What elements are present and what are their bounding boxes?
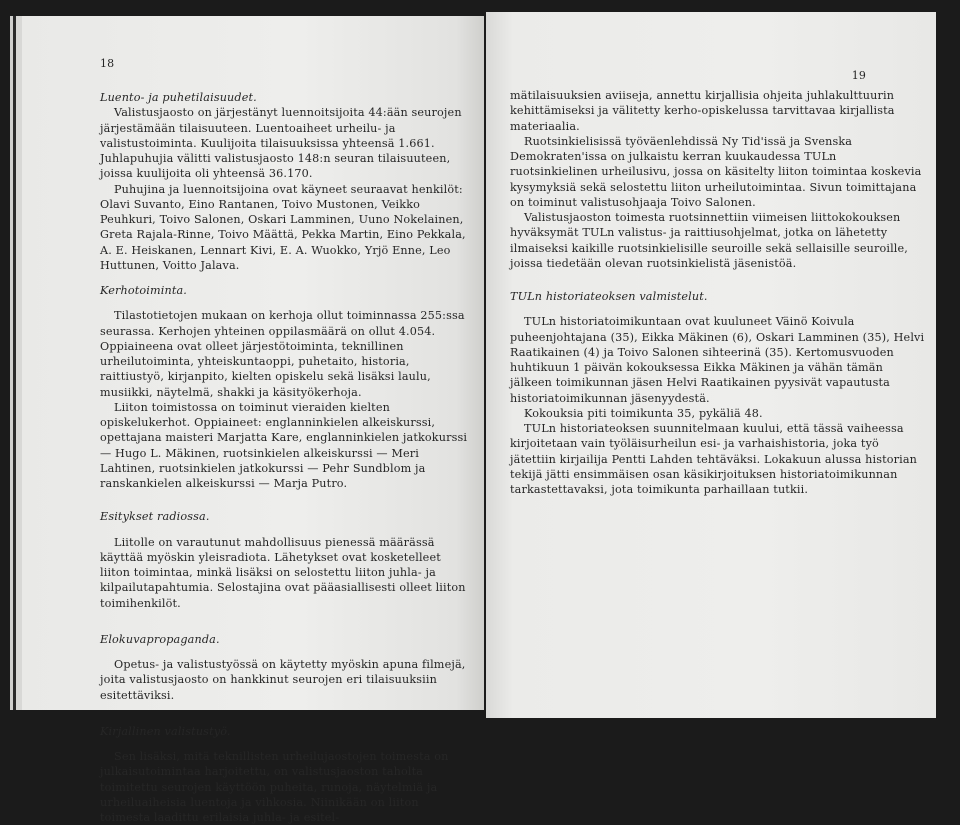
paragraph: Liitolle on varautunut mahdollisuus pienessä määrässä käyttää myöskin yleisradiota. Lähetykset ovat kosketelleet liiton toimintaa, minkä lisäksi on selostettu liiton juhla- ja kilpailutapahtumia. Selostajina ovat pääasiallisesti olleet liiton toimihenkilöt. — [100, 535, 466, 610]
paragraph: Tilastotietojen mukaan on kerhoja ollut toiminnassa 255:ssa seurassa. Kerhojen yhteinen oppilasmäärä on ollut 4.054. Oppiaineena ovat olleet järjestötoiminta, teknillinen urheilutoiminta, yhteiskuntaoppi, puhetaito, historia, raittiustyö, kirjanpito, kielten opiskelu sekä lisäksi laulu, musiikki, näytelmä, shakki ja käsityökerhoja. — [100, 309, 465, 399]
paragraph: Puhujina ja luennoitsijoina ovat käyneet seuraavat henkilöt: Olavi Suvanto, Eino Rantanen, Toivo Mustonen, Veikko Peuhkuri, Toivo Salonen, Oskari Lamminen, Uuno Nokelainen, Greta Rajala-Rinne, Toivo Määttä, Pekka Martin, Eino Pekkala, A. E. Heiskanen, Lennart Kivi, E. A. Wuokko, Yrjö Enne, Leo Huttunen, Voitto Jalava. — [100, 182, 466, 272]
left-page — [22, 16, 484, 824]
section-heading-literature: Kirjallinen valistustyö. — [100, 724, 231, 738]
right-page — [486, 12, 936, 718]
paragraph: Valistusjaoston toimesta ruotsinnettiin viimeisen liittokokouksen hyväksymät TULn valistus- ja raittiusohjelmat, jotka on lähetetty ilmaiseksi kaikille ruotsinkielisille seuroille sekä sellaisille seuroille, joissa tiedetään olevan ruotsinkielistä jäsenistöä. — [510, 211, 908, 270]
paragraph: Ruotsinkielisissä työväenlehdissä Ny Tid'issä ja Svenska Demokraten'issa on julkaistu kerran kuukaudessa TULn ruotsinkielinen urheilusivu, jossa on käsitelty liiton toimintaa koskevia kysymyksiä sekä selostettu liiton urheilutoimintaa. Sivun toimittajana on toiminut valistusohjaaja Toivo Salonen. — [510, 134, 922, 209]
paragraph: Sen lisäksi, mitä teknillisten urheilujaostojen toimesta on julkaisutoimintaa harjoitettu, on valistusjaoston taholta toimitettu seurojen käyttöön puheita, runoja, näytelmiä ja urheiluaiheisia luentoja ja vihkosia. Niinikään on liiton toimesta laadittu erilaisia juhla- ja esitel- — [100, 750, 449, 824]
paragraph: Liiton toimistossa on toiminut vieraiden kielten opiskelukerhot. Oppiaineet: englanninkielen alkeiskurssi, opettajana maisteri Marjatta Kare, englanninkielen jatkokurssi — Hugo L. Mäkinen, ruotsinkielen alkeiskurssi — Meri Lahtinen, ruotsinkielen jatkokurssi — Pehr Sundblom ja ranskankielen alkeiskurssi — Marja Putro. — [100, 400, 468, 490]
paragraph: mätilaisuuksien aviiseja, annettu kirjallisia ohjeita juhlakulttuurin kehittämiseksi ja välitetty kerho-opiskelussa tarvittavaa kirjallista materiaalia. — [510, 89, 895, 133]
paragraph: Kokouksia piti toimikunta 35, pykäliä 48. — [524, 406, 763, 420]
paragraph: Valistusjaosto on järjestänyt luennoitsijoita 44:ään seurojen järjestämään tilaisuuteen. Luentoaiheet urheilu- ja valistustoiminta. Kuulijoita tilaisuuksissa yhteensä 1.661. Juhlapuhujia välitti valistusjaosto 148:n seuran tilaisuuteen, joissa kuulijoita oli yhteensä 36.170. — [100, 106, 462, 181]
section-heading-history: TULn historiateoksen valmistelut. — [510, 290, 708, 303]
section-heading-lectures: Luento- ja puhetilaisuudet. — [100, 91, 257, 104]
right-page-body — [510, 88, 926, 497]
paragraph: TULn historiatoimikuntaan ovat kuuluneet Väinö Koivula puheenjohtajana (35), Eikka Mäkinen (6), Oskari Lamminen (35), Helvi Raatikainen (4) ja Toivo Salonen sihteerinä (35). Kertomusvuoden huhtikuun 1 päivän kokouksessa Eikka Mäkinen ja vähän tämän jälkeen toimikunnan jäsen Helvi Raatikainen pyysivät vapautusta historiatoimikunnan jäsenyydestä. — [510, 315, 925, 405]
page-number-left: 18 — [100, 57, 115, 70]
paragraph: TULn historiateoksen suunnitelmaan kuului, että tässä vaiheessa kirjoitetaan vain työläisurheilun esi- ja varhaishistoria, joka työ jätettiin kirjailija Pentti Lahden tehtäväksi. Lokakuun alussa historian tekijä jätti ensimmäisen osan käsikirjoituksen historiatoimikunnan tarkastettavaksi, jota toimikunta parhaillaan tutkii. — [510, 422, 918, 496]
left-page-body — [100, 90, 470, 825]
page-number-right: 19 — [851, 69, 866, 82]
section-heading-clubs: Kerhotoiminta. — [100, 284, 187, 297]
section-heading-film: Elokuvapropaganda. — [100, 632, 220, 646]
section-heading-radio: Esitykset radiossa. — [100, 510, 210, 524]
paragraph: Opetus- ja valistustyössä on käytetty myöskin apuna filmejä, joita valistusjaosto on hankkinut seurojen eri tilaisuuksiin esitettäviksi. — [100, 658, 466, 702]
